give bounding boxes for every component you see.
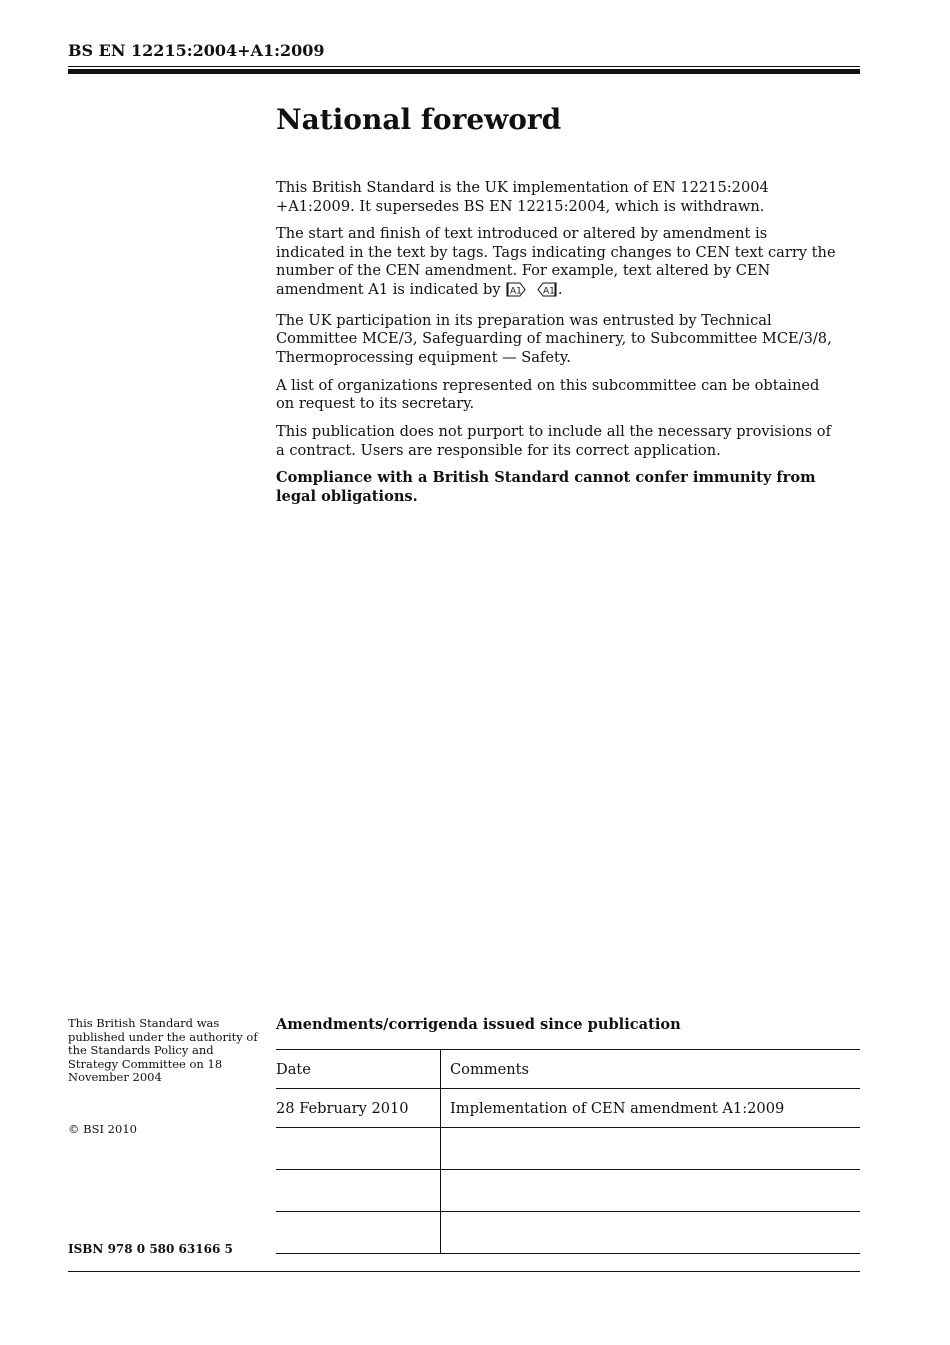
foreword-paragraph-compliance: Compliance with a British Standard cannot confer immunity from legal obligations. (276, 469, 816, 505)
foreword-paragraph-organizations: A list of organizations represented on this subcommittee can be obtained on request to its secretary. (276, 376, 820, 413)
copyright-notice: © BSI 2010 (68, 1122, 137, 1136)
tags-explanation-end: . (557, 280, 563, 298)
amendment-comment-cell (441, 1212, 861, 1254)
header-rule-thick (68, 69, 860, 74)
foreword-body (276, 179, 836, 516)
table-row (276, 1089, 860, 1128)
amendment-end-tag-icon (535, 282, 557, 303)
foreword-paragraph-implementation: This British Standard is the UK implementation of EN 12215:2004 +A1:2009. It supersedes BS EN 12215:2004, which is withdrawn. (276, 179, 769, 215)
foreword-paragraph-committee: The UK participation in its preparation was entrusted by Technical Committee MCE/3, Safeguarding of machinery, to Subcommittee MCE/3/8, Thermoprocessing equipment — Safety. (276, 311, 832, 366)
foreword-paragraph-tags (276, 225, 836, 302)
column-header-date: Date (276, 1050, 441, 1089)
column-header-comments: Comments (441, 1050, 861, 1089)
publication-note: This British Standard was published under the authority of the Standards Policy and Strategy Committee on 18 November 2004 (68, 1016, 258, 1084)
amendment-date-cell (276, 1128, 441, 1170)
amendment-date-cell (276, 1170, 441, 1212)
footer-rule (68, 1271, 860, 1272)
amendment-date-cell (276, 1212, 441, 1254)
table-header-row (276, 1050, 860, 1089)
table-row (276, 1170, 860, 1212)
amendment-comment-cell (441, 1128, 861, 1170)
table-row (276, 1212, 860, 1254)
tags-explanation-text: The start and finish of text introduced or altered by amendment is indicated in the text by tags. Tags indicating changes to CEN text carry the number of the CEN amendment. For example, text altered by CEN amendment A1 is indicated by (276, 225, 836, 298)
amendment-comment-cell (441, 1170, 861, 1212)
amendments-heading: Amendments/corrigenda issued since publication (276, 1016, 681, 1033)
amendment-start-tag-label: A1 (510, 286, 523, 297)
page-title: National foreword (276, 103, 562, 136)
header-rule-thin (68, 66, 860, 67)
amendments-table (276, 1049, 860, 1254)
amendment-end-tag-label: A1 (542, 286, 555, 297)
isbn: ISBN 978 0 580 63166 5 (68, 1242, 233, 1256)
amendment-comment-cell: Implementation of CEN amendment A1:2009 (441, 1089, 861, 1128)
foreword-paragraph-provisions: This publication does not purport to include all the necessary provisions of a contract. Users are responsible for its correct application. (276, 423, 831, 459)
amendment-start-tag-icon (506, 282, 528, 303)
standard-code: BS EN 12215:2004+A1:2009 (68, 41, 325, 60)
amendment-date-cell: 28 February 2010 (276, 1089, 441, 1128)
table-row (276, 1128, 860, 1170)
